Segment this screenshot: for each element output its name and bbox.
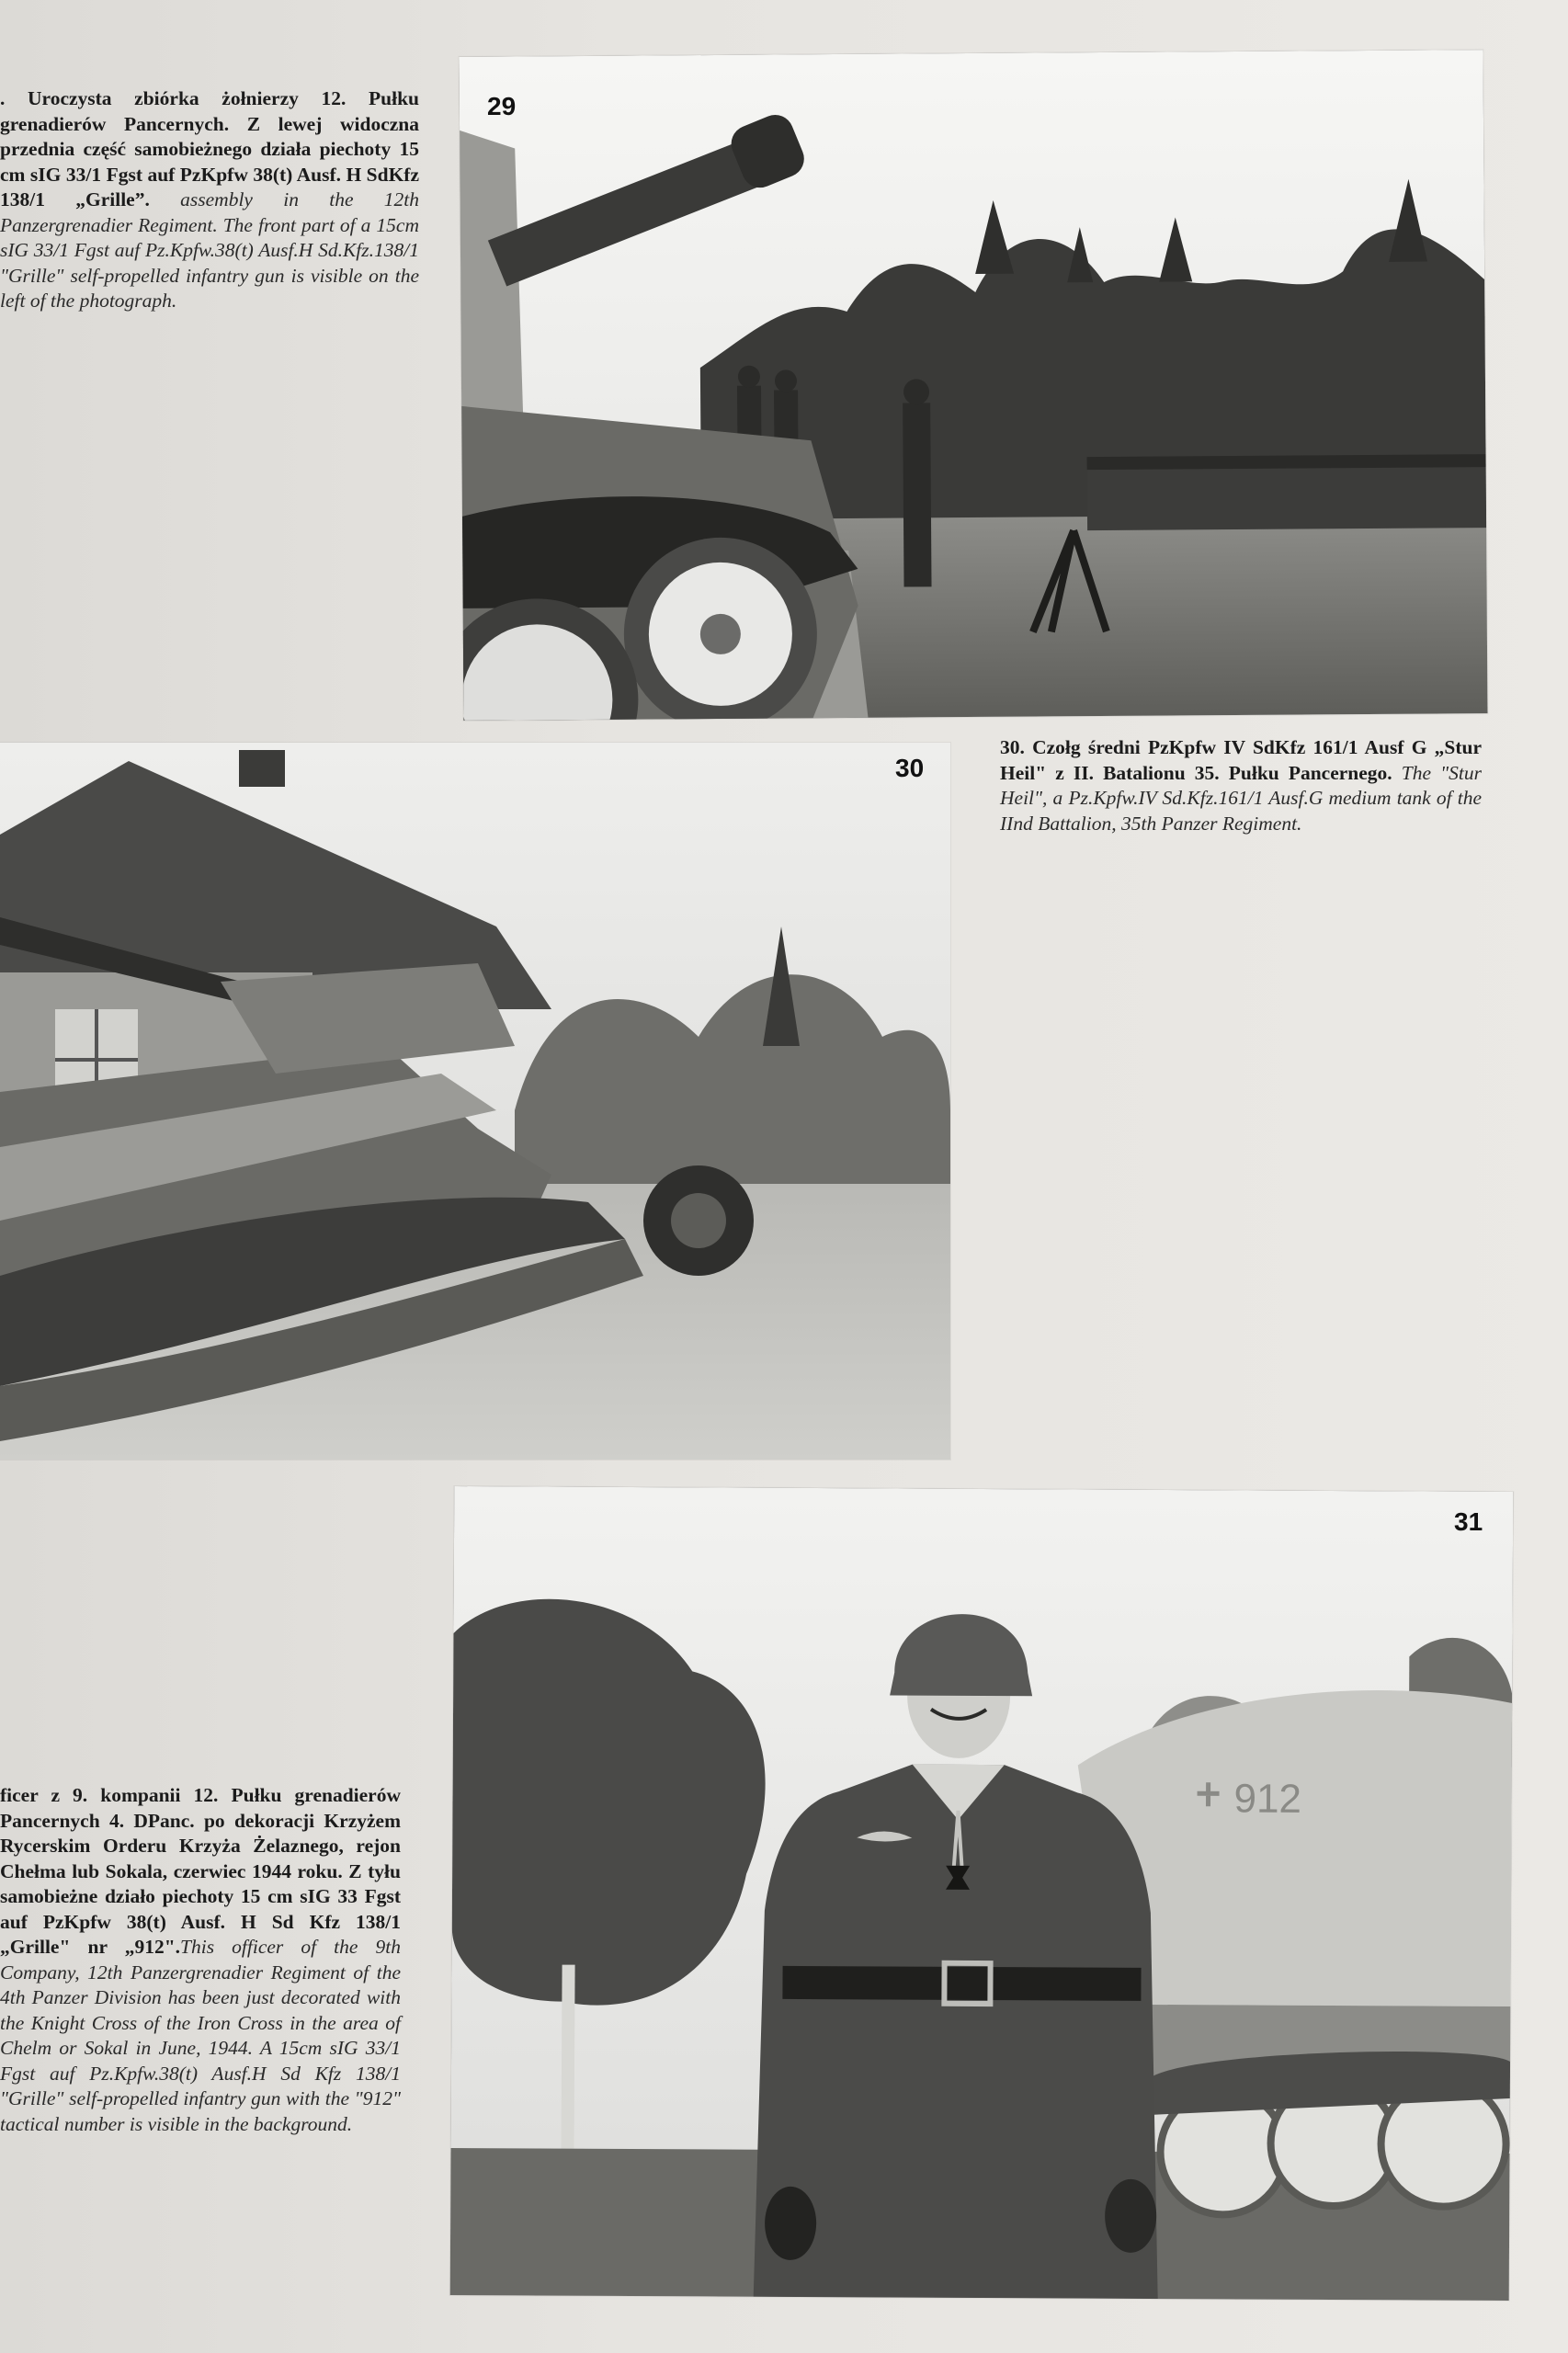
caption-29-polish: . Uroczysta zbiórka żołnierzy 12. Pułku grenadierów Pancernych. Z lewej widoczna przednia część samobieżnego działa piechoty 15 cm sIG 33/1 Fgst auf PzKpfw 38(t) Ausf. H SdKfz 138/1 „Grille”. bbox=[0, 87, 419, 210]
caption-31-polish: ficer z 9. kompanii 12. Pułku grenadierów Pancernych 4. DPanc. po dekoracji Krzyżem Rycerskim Orderu Krzyża Żelaznego, rejon Chełma lub Sokala, czerwiec 1944 roku. Z tyłu samobieżne działo piechoty 15 cm sIG 33 Fgst auf PzKpfw 38(t) Ausf. H Sd Kfz 138/1 „Grille" nr „912". bbox=[0, 1784, 401, 1958]
caption-photo-29 bbox=[0, 86, 419, 314]
photo-29-image bbox=[459, 50, 1487, 721]
photo-31-officer bbox=[450, 1486, 1514, 2301]
caption-photo-31 bbox=[0, 1783, 401, 2137]
photo-29-parade bbox=[459, 50, 1487, 721]
photo-30-tank bbox=[0, 743, 950, 1460]
caption-29-english: assembly in the 12th Panzergrenadier Regiment. The front part of a 15cm sIG 33/1 Fgst auf Pz.Kpfw.38(t) Ausf.H Sd.Kfz.138/1 "Grille" self-propelled infantry gun is visible on the left of the photograph. bbox=[0, 188, 419, 312]
photo-number-29: 29 bbox=[487, 92, 517, 120]
photo-number-31: 31 bbox=[1454, 1507, 1483, 1536]
photo-30-image bbox=[0, 743, 950, 1460]
caption-30-english: The "Stur Heil", a Pz.Kpfw.IV Sd.Kfz.161/1 Ausf.G medium tank of the IInd Battalion, 35th Panzer Regiment. bbox=[1000, 761, 1482, 835]
caption-photo-30 bbox=[1000, 735, 1482, 836]
photo-31-image bbox=[450, 1486, 1514, 2301]
caption-31-english: This officer of the 9th Company, 12th Panzergrenadier Regiment of the 4th Panzer Division has been just decorated with the Knight Cross of the Iron Cross in the area of Chelm or Sokal in June, 1944. A 15cm sIG 33/1 Fgst auf Pz.Kpfw.38(t) Ausf.H Sd Kfz 138/1 "Grille" self-propelled infantry gun with the "912" tactical number is visible in the background. bbox=[0, 1936, 401, 2135]
hull-number-912: 912 bbox=[1233, 1776, 1302, 1822]
caption-30-polish: 30. Czołg średni PzKpfw IV SdKfz 161/1 Ausf G „Stur Heil" z II. Batalionu 35. Pułku Pancernego. bbox=[1000, 736, 1482, 784]
photo-number-30: 30 bbox=[895, 754, 925, 782]
